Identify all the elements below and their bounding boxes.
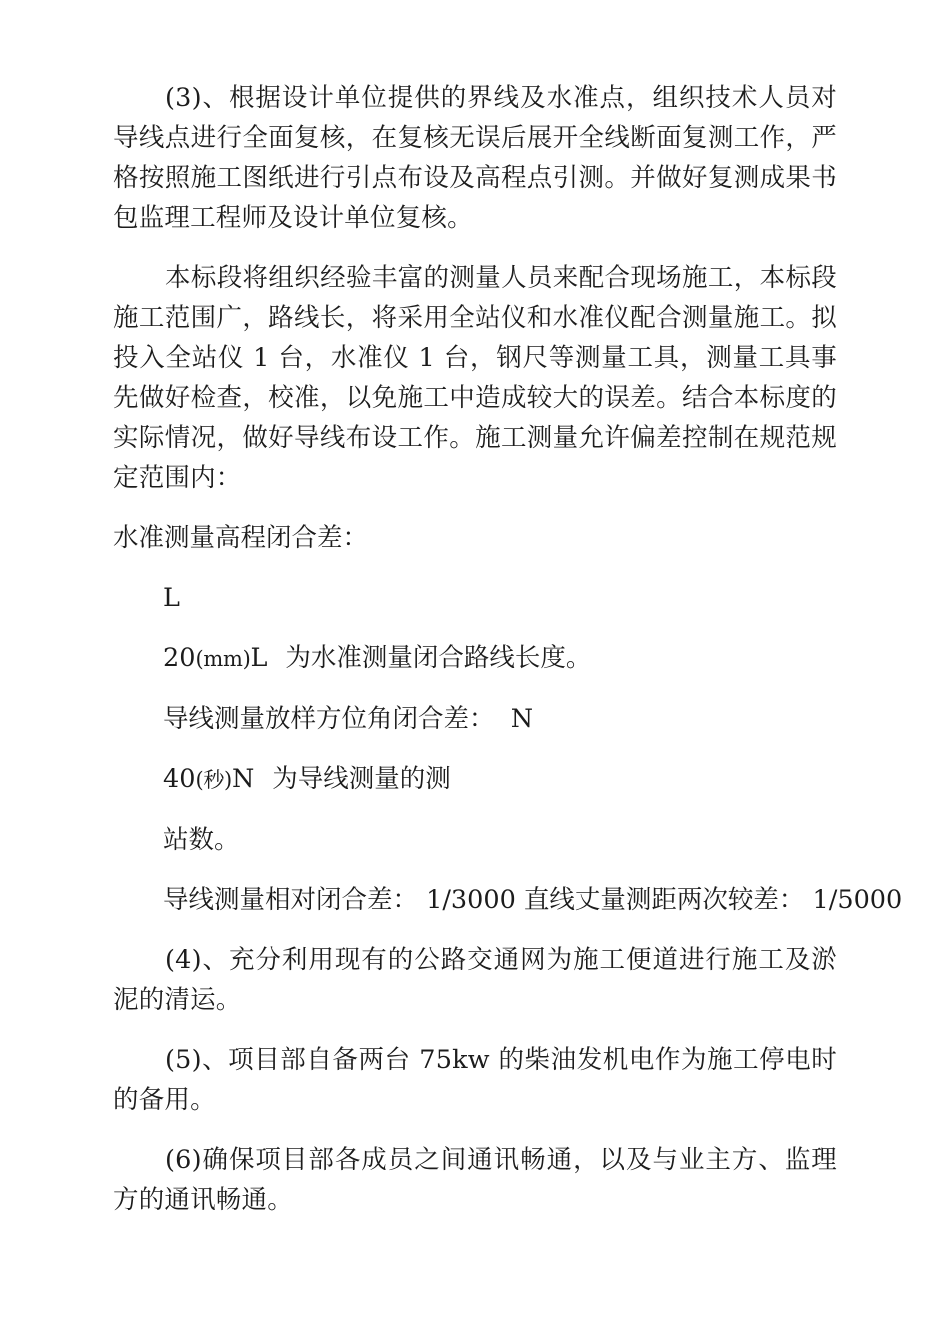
- formula-20mm-symbol: L: [250, 643, 268, 673]
- formula-stations: 站数。: [163, 825, 240, 855]
- formula-20mm-desc: 为水准测量闭合路线长度。: [285, 643, 592, 673]
- formula-40sec-unit: (秒): [195, 768, 232, 792]
- formula-20mm-unit: (mm): [195, 647, 251, 671]
- label-level-closure: 水准测量高程闭合差：: [113, 523, 369, 553]
- formula-variable-L: L: [163, 583, 180, 613]
- paragraph-item-3: (3)、根据设计单位提供的界线及水准点，组织技术人员对导线点进行全面复核，在复核无误后展开全线断面复测工作，严格按照施工图纸进行引点布设及高程点引测。并做好复测成果书包监理工程师及设计单位复核。: [113, 83, 837, 233]
- document-content: [113, 78, 903, 1240]
- paragraph-item-6: (6)确保项目部各成员之间通讯畅通，以及与业主方、监理方的通讯畅通。: [113, 1145, 837, 1215]
- formula-20mm-line: [113, 638, 837, 679]
- label-relative-closure: 导线测量相对闭合差： 1/3000 直线丈量测距两次较差： 1/5000: [163, 885, 903, 915]
- paragraph-item-4: (4)、充分利用现有的公路交通网为施工便道进行施工及淤泥的清运。: [113, 945, 837, 1015]
- paragraph-survey-team: 本标段将组织经验丰富的测量人员来配合现场施工，本标段施工范围广，路线长，将采用全站仪和水准仪配合测量施工。拟投入全站仪 1 台，水准仪 1 台，钢尺等测量工具，测量工具事先做好检查，校准，以免施工中造成较大的误差。结合本标度的实际情况，做好导线布设工作。施工测量允许偏差控制在规范规定范围内：: [113, 263, 837, 493]
- paragraph-item-5: (5)、项目部自备两台 75kw 的柴油发机电作为施工停电时的备用。: [113, 1045, 837, 1115]
- formula-40sec-desc: 为导线测量的测: [272, 764, 451, 794]
- formula-40sec-line: [113, 759, 837, 800]
- formula-40sec-symbol: N: [231, 764, 255, 794]
- formula-40sec-value: 40: [163, 764, 196, 794]
- label-azimuth-closure: 导线测量放样方位角闭合差： N: [163, 704, 534, 734]
- formula-20mm-value: 20: [163, 643, 196, 673]
